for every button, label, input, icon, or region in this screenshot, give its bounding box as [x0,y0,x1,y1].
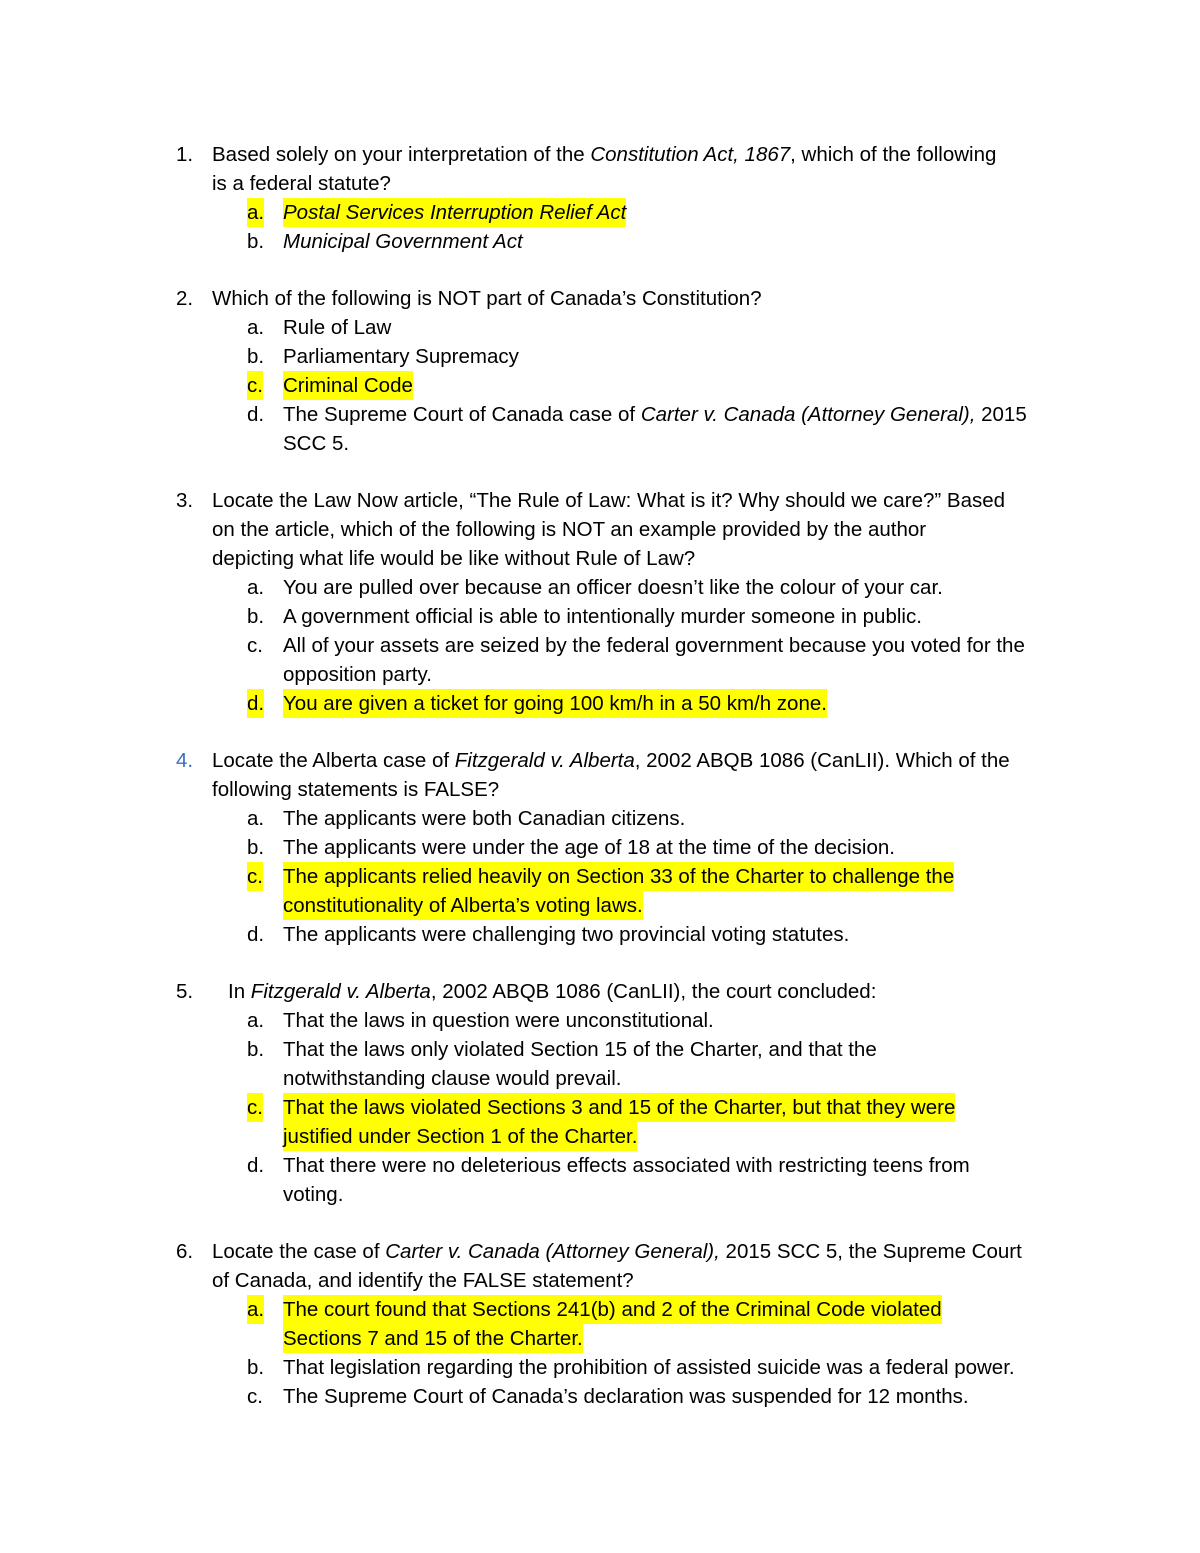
text-segment: Locate the Law Now article, “The Rule of Law: What is it? Why should we care?” Based [212,489,1006,512]
question-number: 3. [176,489,194,512]
option-line [0,631,1200,660]
option-letter: b. [247,345,265,368]
question-number: 6. [176,1240,194,1263]
text-segment: Locate the case of [212,1240,386,1263]
question-number: 5. [176,980,194,1003]
option-letter: d. [247,689,264,718]
question-text [212,1237,1022,1266]
option-line [0,400,1200,429]
option-line [0,1353,1200,1382]
question-line [0,169,1200,198]
option-line [0,1035,1200,1064]
question-number: 1. [176,143,194,166]
text-segment: depicting what life would be like without Rule of Law? [212,547,696,570]
text-segment: Locate the Alberta case of [212,749,455,772]
option-letter: d. [247,1154,265,1177]
question-2 [0,284,1200,458]
text-segment: Constitution Act, 1867 [590,143,791,166]
option-line [0,1180,1200,1209]
question-number: 4. [176,749,194,772]
option-text: A government official is able to intentionally murder someone in public. [283,605,922,628]
text-segment: of Canada, and identify the FALSE statement? [212,1269,634,1292]
option-text [283,400,1027,429]
option-text: That the laws in question were unconstitutional. [283,1009,714,1032]
option-line [0,689,1200,718]
option-text: Rule of Law [283,316,392,339]
option-letter: a. [247,316,265,339]
highlighted-answer-text: Sections 7 and 15 of the Charter. [283,1324,583,1353]
text-segment: 2015 [975,403,1027,426]
option-line [0,1324,1200,1353]
option-line [0,1093,1200,1122]
text-segment: Fitzgerald v. Alberta [250,980,431,1003]
option-text: voting. [283,1183,344,1206]
option-text: notwithstanding clause would prevail. [283,1067,622,1090]
option-text: That there were no deleterious effects associated with restricting teens from [283,1154,970,1177]
question-number: 2. [176,287,194,310]
option-text: That the laws only violated Section 15 of the Charter, and that the [283,1038,877,1061]
question-line [0,1237,1200,1266]
option-line [0,1122,1200,1151]
question-line [0,284,1200,313]
text-segment: Carter v. Canada (Attorney General), [640,403,976,426]
question-line [0,746,1200,775]
option-line [0,833,1200,862]
text-segment: Carter v. Canada (Attorney General), [385,1240,720,1263]
question-text [212,544,695,573]
highlighted-answer-text: The applicants relied heavily on Section 33 of the Charter to challenge the [283,862,954,891]
option-line [0,198,1200,227]
option-line [0,1064,1200,1093]
option-line [0,1006,1200,1035]
question-text [212,746,1010,775]
option-letter: c. [247,1093,263,1122]
question-line [0,140,1200,169]
question-line [0,486,1200,515]
option-text: Parliamentary Supremacy [283,345,519,368]
option-line [0,891,1200,920]
text-segment: , which of the following [790,143,997,166]
text-segment: The Supreme Court of Canada case of [283,403,641,426]
text-segment: In [228,980,251,1003]
option-line [0,660,1200,689]
option-letter: c. [247,634,263,657]
option-text: The applicants were challenging two provincial voting statutes. [283,923,850,946]
option-letter: a. [247,807,265,830]
option-line [0,573,1200,602]
option-text: opposition party. [283,663,432,686]
highlighted-answer-text: The court found that Sections 241(b) and 2 of the Criminal Code violated [283,1295,942,1324]
question-4 [0,746,1200,949]
text-segment: , 2002 ABQB 1086 (CanLII). Which of the [634,749,1010,772]
question-text [212,169,391,198]
question-text [212,775,499,804]
option-text: You are pulled over because an officer doesn’t like the colour of your car. [283,576,943,599]
highlighted-answer-text: Postal Services Interruption Relief Act [283,198,626,227]
highlighted-answer-text: justified under Section 1 of the Charter. [283,1122,637,1151]
option-line [0,313,1200,342]
option-text: All of your assets are seized by the federal government because you voted for the [283,634,1025,657]
option-text: The applicants were both Canadian citizens. [283,807,686,830]
option-letter: a. [247,576,265,599]
question-line [0,515,1200,544]
text-segment: SCC 5. [283,432,350,455]
option-letter: a. [247,1295,264,1324]
option-text [283,429,349,458]
option-line [0,602,1200,631]
option-text: The Supreme Court of Canada’s declaration was suspended for 12 months. [283,1385,969,1408]
question-text [212,1266,634,1295]
option-letter: b. [247,1038,265,1061]
option-line [0,429,1200,458]
highlighted-answer-text: That the laws violated Sections 3 and 15 of the Charter, but that they were [283,1093,955,1122]
highlighted-answer-text: Criminal Code [283,371,413,400]
text-segment: Which of the following is NOT part of Canada’s Constitution? [212,287,762,310]
question-text [212,140,996,169]
question-line [0,544,1200,573]
option-letter: c. [247,862,263,891]
question-text [212,486,1005,515]
option-line [0,1295,1200,1324]
question-text [212,284,762,313]
option-letter: b. [247,230,265,253]
text-segment: on the article, which of the following is NOT an example provided by the author [212,518,927,541]
option-letter: b. [247,605,265,628]
option-letter: d. [247,923,265,946]
option-text: That legislation regarding the prohibition of assisted suicide was a federal power. [283,1356,1015,1379]
text-segment: , 2002 ABQB 1086 (CanLII), the court concluded: [430,980,877,1003]
text-segment: is a federal statute? [212,172,391,195]
option-text: The applicants were under the age of 18 at the time of the decision. [283,836,895,859]
option-line [0,804,1200,833]
option-text: Municipal Government Act [283,230,523,253]
text-segment: 2015 SCC 5, the Supreme Court [719,1240,1022,1263]
question-text [228,977,876,1006]
option-line [0,920,1200,949]
question-line [0,977,1200,1006]
question-line [0,775,1200,804]
question-line [0,1266,1200,1295]
text-segment: Based solely on your interpretation of the [212,143,591,166]
highlighted-answer-text: constitutionality of Alberta’s voting laws. [283,891,643,920]
question-5 [0,977,1200,1209]
option-line [0,227,1200,256]
option-letter: c. [247,371,263,400]
text-segment: following statements is FALSE? [212,778,500,801]
question-1 [0,140,1200,256]
option-letter: d. [247,403,265,426]
option-letter: a. [247,198,264,227]
option-line [0,342,1200,371]
option-letter: c. [247,1385,263,1408]
option-line [0,862,1200,891]
option-line [0,1382,1200,1411]
highlighted-answer-text: You are given a ticket for going 100 km/h in a 50 km/h zone. [283,689,827,718]
option-line [0,371,1200,400]
option-letter: a. [247,1009,265,1032]
question-3 [0,486,1200,718]
question-list [0,140,1200,1439]
option-letter: b. [247,836,265,859]
option-letter: b. [247,1356,265,1379]
question-6 [0,1237,1200,1411]
text-segment: Fitzgerald v. Alberta [454,749,635,772]
question-text [212,515,926,544]
option-line [0,1151,1200,1180]
